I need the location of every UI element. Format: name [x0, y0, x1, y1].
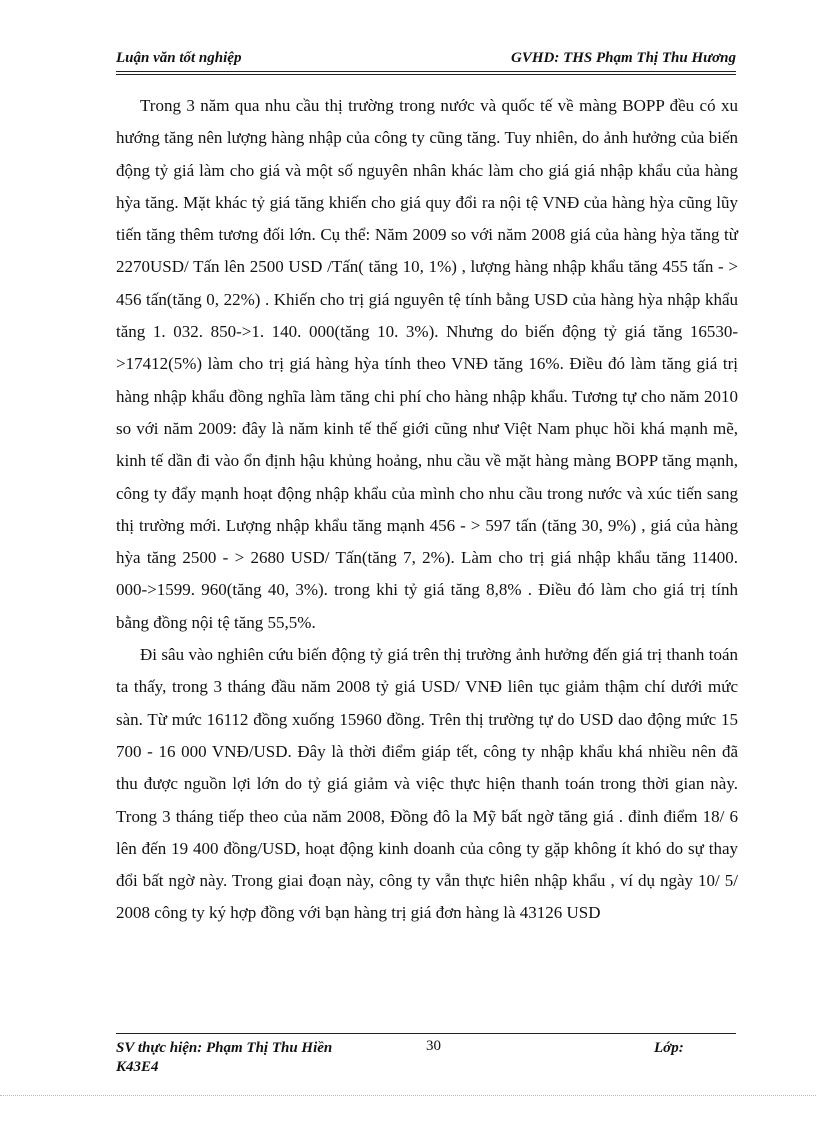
document-body — [116, 90, 738, 930]
footer-class-label: Lớp: — [654, 1040, 684, 1056]
footer-divider — [116, 1033, 736, 1034]
page-number: 30 — [426, 1038, 441, 1054]
paragraph-2: Đi sâu vào nghiên cứu biến động tỷ giá trên thị trường ảnh hưởng đến giá trị thanh toán ta thấy, trong 3 tháng đầu năm 2008 tỷ giá USD/ VNĐ liên tục giảm thậm chí dưới mức sàn. Từ mức 16112 đồng xuống 15960 đồng. Trên thị trường tự do USD dao động mức 15 700 - 16 000 VNĐ/USD. Đây là thời điểm giáp tết, công ty nhập khẩu khá nhiều nên đã thu được nguồn lợi lớn do tỷ giá giảm và việc thực hiện thanh toán trong thời gian này. Trong 3 tháng tiếp theo của năm 2008, Đồng đô la Mỹ bất ngờ tăng giá . đỉnh điểm 18/ 6 lên đến 19 400 đồng/USD, hoạt động kinh doanh của công ty gặp không ít khó do sự thay đổi bất ngờ này. Trong giai đoạn này, công ty vẫn thực hiên nhập khẩu , ví dụ ngày 10/ 5/ 2008 công ty ký hợp đồng với bạn hàng trị giá đơn hàng là 43126 USD — [116, 645, 738, 923]
header-thesis-title: Luận văn tốt nghiệp — [116, 50, 242, 66]
page-boundary-line — [0, 1095, 816, 1096]
header-divider — [116, 71, 736, 75]
page-header — [116, 50, 736, 70]
header-advisor: GVHD: THS Phạm Thị Thu Hương — [511, 50, 736, 66]
footer-student: SV thực hiện: Phạm Thị Thu Hiền — [116, 1040, 333, 1056]
paragraph-1: Trong 3 năm qua nhu cầu thị trường trong nước và quốc tế về màng BOPP đều có xu hướng tăng nên lượng hàng nhập của công ty cũng tăng. Tuy nhiên, do ảnh hưởng của biến động tỷ giá làm cho giá và một số nguyên nhân khác làm cho giá giá nhập khẩu của hàng hỳa tăng. Mặt khác tỷ giá tăng khiến cho giá quy đổi ra nội tệ VNĐ của hàng hỳa cũng lũy tiến tăng thêm tương đối lớn. Cụ thể: Năm 2009 so với năm 2008 giá của hàng hỳa tăng từ 2270USD/ Tấn lên 2500 USD /Tấn( tăng 10, 1%) , lượng hàng nhập khẩu tăng 455 tấn - > 456 tấn(tăng 0, 22%) . Khiến cho trị giá nguyên tệ tính bằng USD của hàng hỳa nhập khẩu tăng 1. 032. 850->1. 140. 000(tăng 10. 3%). Nhưng do biến động tỷ giá tăng 16530->17412(5%) làm cho trị giá hàng hỳa tính theo VNĐ tăng 16%. Điều đó làm tăng giá trị hàng nhập khẩu đồng nghĩa làm tăng chi phí cho hàng nhập khẩu. Tương tự cho năm 2010 so với năm 2009: đây là năm kinh tế thế giới cũng như Việt Nam phục hồi khá mạnh mẽ, kinh tế dần đi vào ổn định hậu khủng hoảng, nhu cầu về mặt hàng màng BOPP tăng mạnh, công ty đẩy mạnh hoạt động nhập khẩu của mình cho nhu cầu trong nước và xúc tiến sang thị trường mới. Lượng nhập khẩu tăng mạnh 456 - > 597 tấn (tăng 30, 9%) , giá của hàng hỳa tăng 2500 - > 2680 USD/ Tấn(tăng 7, 2%). Làm cho trị giá nhập khẩu tăng 11400. 000->1599. 960(tăng 40, 3%). trong khi tỷ giá tăng 8,8% . Điều đó làm cho giá trị tính bằng đồng nội tệ tăng 55,5%. — [116, 96, 738, 632]
page-footer — [116, 1038, 736, 1078]
footer-class-code: K43E4 — [116, 1059, 159, 1075]
